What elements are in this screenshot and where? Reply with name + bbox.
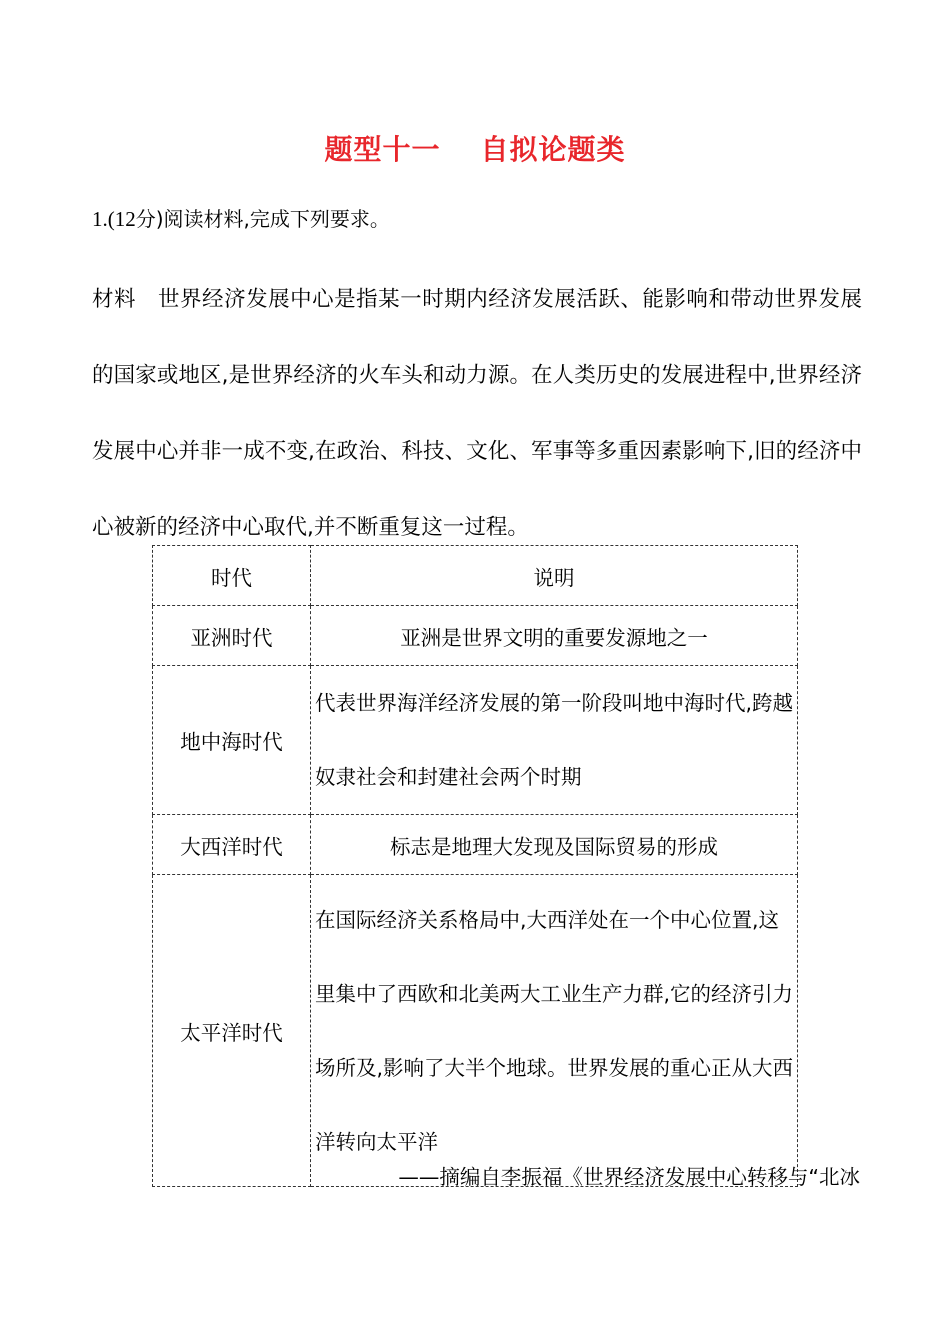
era-cell: 太平洋时代 [153, 875, 311, 1187]
table-row [153, 875, 798, 1187]
material-text: 世界经济发展中心是指某一时期内经济发展活跃、能影响和带动世界发展的国家或地区,是世界经济的火车头和动力源。在人类历史的发展进程中,世界经济发展中心并非一成不变,在政治、科技、文化、军事等多重因素影响下,旧的经济中心被新的经济中心取代,并不断重复这一过程。 [92, 287, 862, 540]
material-paragraph [92, 262, 862, 566]
description-cell: 在国际经济关系格局中,大西洋处在一个中心位置,这里集中了西欧和北美两大工业生产力群,它的经济引力场所及,影响了大半个地球。世界发展的重心正从大西洋转向太平洋 [311, 875, 798, 1187]
table-row [153, 606, 798, 666]
question-heading [92, 203, 390, 232]
era-cell: 地中海时代 [153, 666, 311, 815]
era-cell: 亚洲时代 [153, 606, 311, 666]
era-cell: 大西洋时代 [153, 815, 311, 875]
description-cell: 代表世界海洋经济发展的第一阶段叫地中海时代,跨越奴隶社会和封建社会两个时期 [311, 666, 798, 815]
description-cell: 标志是地理大发现及国际贸易的形成 [311, 815, 798, 875]
question-instruction: 分)阅读材料,完成下列要求。 [135, 207, 390, 231]
table-row [153, 815, 798, 875]
eras-table [152, 545, 798, 1187]
title-part-1: 题型十一 [324, 133, 441, 166]
description-cell: 亚洲是世界文明的重要发源地之一 [311, 606, 798, 666]
header-era: 时代 [153, 546, 311, 606]
table-row [153, 666, 798, 815]
question-number: 1.(12 [92, 207, 136, 231]
material-label: 材料 [92, 287, 137, 312]
table-header-row [153, 546, 798, 606]
header-description: 说明 [311, 546, 798, 606]
source-citation: ——摘编自李振福《世界经济发展中心转移与“北冰 [398, 1165, 860, 1189]
title-part-2: 自拟论题类 [480, 133, 626, 166]
page-title [0, 128, 950, 168]
